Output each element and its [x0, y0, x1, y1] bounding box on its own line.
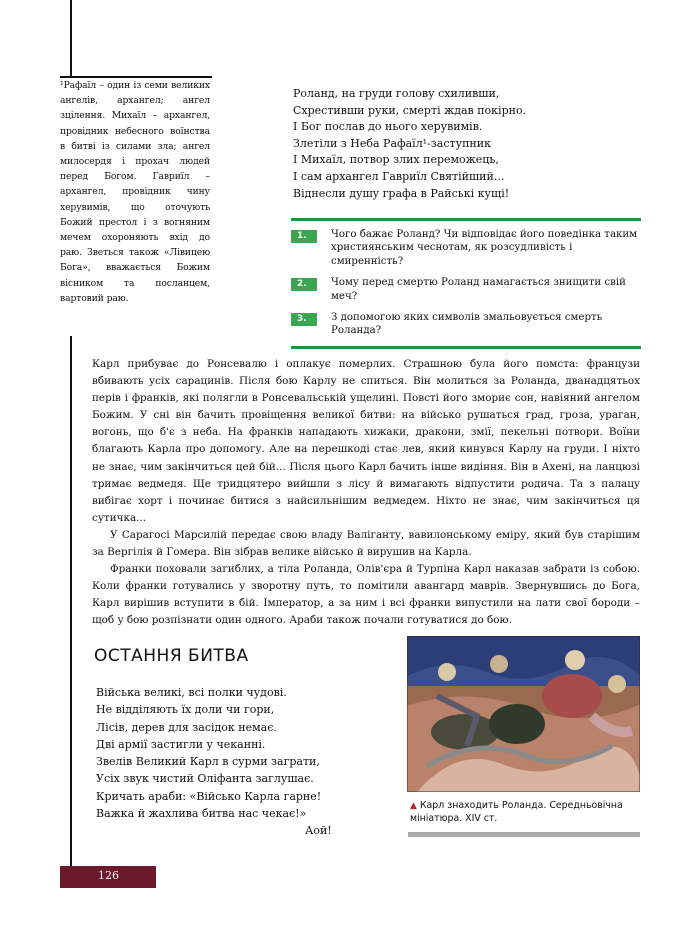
footnote-sidebar: ¹Рафаїл – один із семи великих ангелів, архангел; ангел зцілення. Михаїл – архангел, провідник небесного воїнства в битві із силами зла; ангел милосердя і прохач людей перед Богом. Гавриїл – архангел, провідник чину херувимів, що оточують Божий престол і з вогняним мечем охороняють вхід до раю. Зветься також «Лівицею Бога», вважається Божим вісником та посланцем, вартовий раю. — [60, 80, 210, 304]
caption-bottom-rule — [408, 832, 640, 837]
poem-line: І сам архангел Гавриїл Святійший... — [293, 169, 505, 183]
question-text: З допомогою яких символів змальовується смерть Роланда? — [331, 312, 603, 337]
caption-triangle-icon: ▲ — [410, 801, 417, 811]
question-text: Чого бажає Роланд? Чи відповідає його поведінка таким християнським чеснотам, як розсудливість і смиренність? — [331, 229, 638, 267]
poem-line: Злетіли з Неба Рафаїл¹-заступник — [293, 136, 491, 150]
poem-line: І Михаїл, потвор злих переможець, — [293, 153, 499, 167]
poem-line: Усіх звук чистий Оліфанта заглушає. — [96, 772, 314, 786]
poem-line: Не відділяють їх доли чи гори, — [96, 703, 275, 717]
questions-bottom-rule — [291, 346, 641, 349]
medieval-miniature-image — [407, 636, 640, 792]
question-text: Чому перед смертю Роланд намагається знищити свій меч? — [331, 277, 626, 302]
question-item — [291, 228, 641, 268]
poem-excerpt-roland-death — [293, 86, 653, 202]
poem-line: Лісів, дерев для засідок немає. — [96, 720, 277, 734]
question-number-badge: 2. — [291, 278, 317, 291]
page-number: 126 — [98, 869, 119, 882]
poem-line: І Бог послав до нього херувимів. — [293, 120, 483, 134]
question-number-badge: 3. — [291, 313, 317, 326]
question-number-badge: 1. — [291, 230, 317, 243]
poem-refrain: Аой! — [305, 824, 332, 837]
bottom-vertical-rule — [70, 336, 72, 866]
caption-text: Карл знаходить Роланда. Середньовічна мініатюра. XIV ст. — [410, 800, 623, 824]
poem-line: Віднесли душу графа в Райські кущі! — [293, 186, 510, 200]
poem-excerpt-last-battle — [96, 684, 346, 822]
top-vertical-rule — [70, 0, 72, 78]
poem-line: Важка й жахлива битва нас чекає!» — [96, 807, 307, 821]
questions-box — [291, 218, 641, 349]
questions-top-rule — [291, 218, 641, 221]
prose-paragraph: У Сарагосі Марсилій передає свою владу Валіганту, вавилонському еміру, який був старішим за Вергілія й Гомера. Він зібрав велике військо й вирушив на Карла. — [92, 528, 640, 559]
figure-caption — [410, 800, 640, 825]
poem-line: Схрестивши руки, смерті ждав покірно. — [293, 103, 527, 117]
poem-line: Війська великі, всі полки чудові. — [96, 686, 287, 699]
prose-body — [92, 356, 640, 630]
poem-line: Дві армії застигли у чеканні. — [96, 737, 266, 751]
question-item — [291, 276, 641, 303]
poem-line: Кричать араби: «Військо Карла гарне! — [96, 789, 322, 803]
poem-line: Роланд, на груди голову схиливши, — [293, 87, 500, 100]
poem-line: Звелів Великий Карл в сурми заграти, — [96, 755, 320, 769]
prose-paragraph: Карл прибуває до Ронсевалю і оплакує померлих. Страшною була його помста: французи вбивають усіх сарацинів. Після бою Карлу не спиться. Він молиться за Роланда, дванадцятьох перів і франків, які полягли в Ронсевальській ущелині. Повсті його змориє сон, навіяний ангелом Божим. У сні він бачить провіщення великої битви: на військо рушаться град, гроза, ураган, вогонь, що б'є з неба. На франків нападають хижаки, дракони, змії, пекельні потвори. Воїни благають Карла про допомогу. Але на перешкоді стає лев, який кинувся Карлу на груди. І ніхто не знає, чим закінчиться цей бій... Після цього Карл бачить інше видіння. Він в Ахені, на ланцюзі тримає ведмедя. Ще тридцятеро вийшли з лісу й вимагають відпустити родича. Та з палацу вибігає хорт і починає битися з найсильнішим ведмедем. Ніхто не знає, чим закінчиться ця сутичка... — [92, 358, 640, 524]
question-item — [291, 311, 641, 338]
section-title: ОСТАННЯ БИТВА — [94, 646, 249, 666]
prose-paragraph: Франки поховали загиблих, а тіла Роланда, Олів'єра й Турпіна Карл наказав забрати із собою. Коли франки готувались у зворотну путь, то помітили авангард маврів. Звернувшись до Бога, Карл вирішив вступити в бій. Імператор, а за ним і всі франки випустили на лати свої бороди – щоб у бою розпізнати один одного. Араби також почали готуватися до бою. — [92, 563, 640, 627]
